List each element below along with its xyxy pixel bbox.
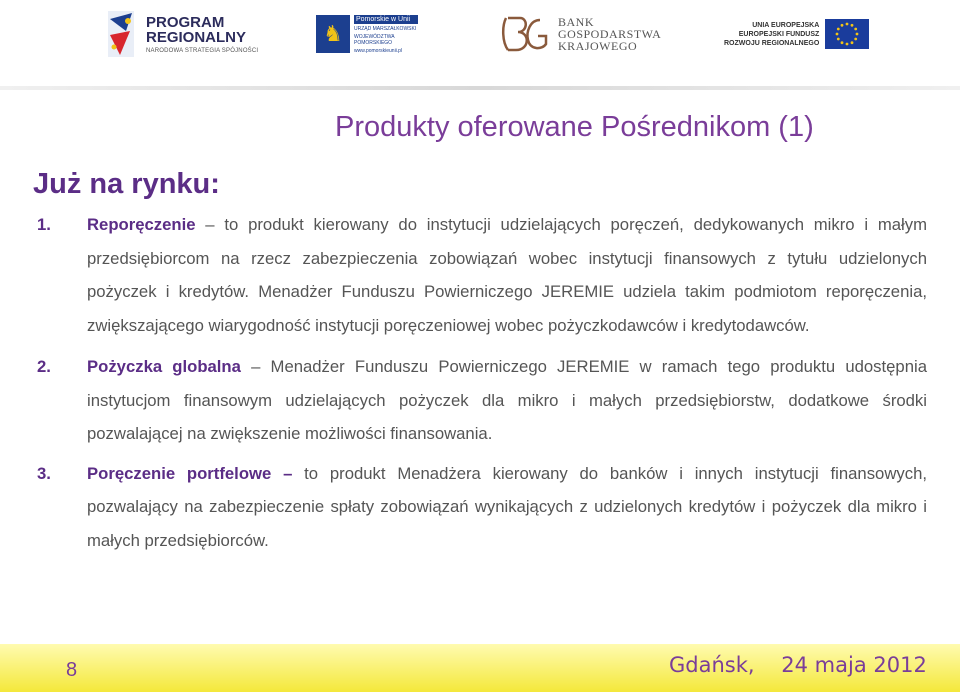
header-separator <box>0 86 960 90</box>
list-item <box>37 350 927 451</box>
bgk-monogram-icon <box>500 12 552 56</box>
item-term: Poręczenie portfelowe – <box>87 463 293 483</box>
pomorskie-line1: Pomorskie w Unii <box>354 15 418 24</box>
bgk-logo <box>500 8 661 60</box>
item-term: Reporęczenie <box>87 215 196 234</box>
pomorskie-logo <box>316 8 418 60</box>
footer-band <box>0 644 960 692</box>
eu-line3: ROZWOJU REGIONALNEGO <box>724 39 820 47</box>
slide-title: Produkty oferowane Pośrednikom (1) <box>335 111 814 143</box>
program-regionalny-line3: NARODOWA STRATEGIA SPÓJNOŚCI <box>146 47 259 54</box>
eu-line2: EUROPEJSKI FUNDUSZ <box>738 30 820 38</box>
program-regionalny-line2: REGIONALNY <box>146 28 247 46</box>
griffin-icon: ♞ <box>316 15 350 53</box>
program-regionalny-emblem-icon <box>104 9 138 59</box>
program-regionalny-logo <box>104 8 258 60</box>
pomorskie-line3: WOJEWÓDZTWA POMORSKIEGO <box>354 33 395 46</box>
logo-bar <box>0 0 960 78</box>
eu-logo <box>724 8 869 60</box>
page-number: 8 <box>66 659 78 681</box>
footer-date: Gdańsk, 24 maja 2012 <box>669 653 927 677</box>
item-term: Pożyczka globalna <box>87 357 241 376</box>
item-body: – Menadżer Funduszu Powierniczego JEREMIE w ramach tego produktu udostępnia instytucjom finansowym udzielających pożyczek dla mikro i małych przedsiębiorstw, dodatkowe środki pozwalającej na zwiększenie możliwości finansowania. <box>87 357 927 443</box>
bgk-line3: KRAJOWEGO <box>558 39 638 53</box>
item-number: 2. <box>37 357 51 376</box>
slide-subheading: Już na rynku: <box>33 168 220 200</box>
eu-line1: UNIA EUROPEJSKA <box>752 21 820 29</box>
bgk-line2: GOSPODARSTWA <box>558 27 662 41</box>
list-item <box>37 457 927 558</box>
list-item <box>37 208 927 342</box>
program-regionalny-line1: PROGRAM <box>146 13 225 31</box>
pomorskie-line4: www.pomorskieunii.pl <box>354 47 403 54</box>
item-number: 1. <box>37 215 51 234</box>
item-body: – to produkt kierowany do instytucji udzielających poręczeń, dedykowanych mikro i małym przedsiębiorcom na rzecz zabezpieczenia zobowiązań wobec instytucji finansowych z tytułu udzielonych pożyczek i kredytów. Menadżer Funduszu Powierniczego JEREMIE udziela takim podmiotom reporęczenia, zwiększającego wiarygodność instytucji poręczeniowej wobec pożyczkodawców i kredytodawców. <box>87 215 927 335</box>
product-list <box>37 208 927 557</box>
pomorskie-line2: URZĄD MARSZAŁKOWSKI <box>354 25 417 32</box>
eu-flag-icon <box>825 19 869 49</box>
item-body: to produkt Menadżera kierowany do banków i innych instytucji finansowych, pozwalający na zabezpieczenie spłaty zobowiązań wynikających z udzielonych kredytów i pożyczek dla mikro i małych przedsiębiorców. <box>87 463 927 550</box>
item-number: 3. <box>37 463 51 483</box>
bgk-line1: BANK <box>558 15 595 29</box>
